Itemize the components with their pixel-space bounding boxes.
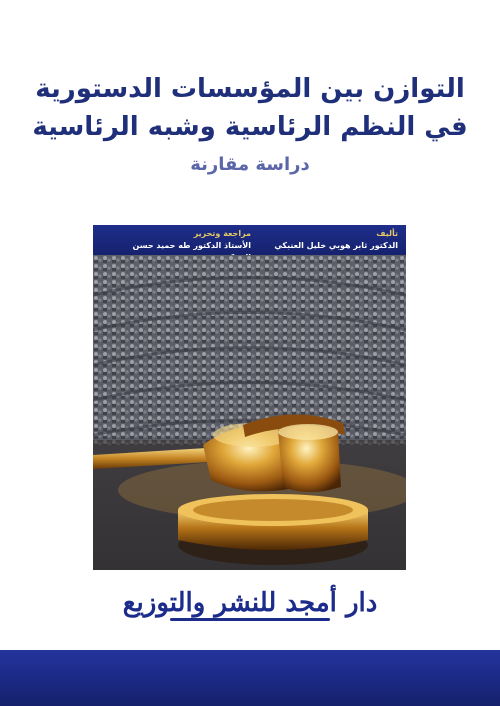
book-title-line-1: التوازن بين المؤسسات الدستورية: [35, 74, 465, 104]
author-label: تأليف: [376, 229, 398, 238]
credits-bar: [93, 225, 406, 255]
reviewer-label: مراجعة وتحرير: [193, 229, 251, 238]
cover-photo: [93, 255, 406, 570]
book-title-line-2: في النظم الرئاسية وشبه الرئاسية: [32, 112, 468, 142]
author-credit: [248, 228, 398, 252]
reviewer-name: الأستاذ الدكتور طه حميد حسن: [132, 241, 251, 250]
title-block: [0, 70, 500, 178]
author-name: الدكتور ثابر هوبي خليل العنبكي: [274, 241, 398, 250]
parliament-hall-image: [93, 255, 406, 570]
book-subtitle: دراسة مقارنة: [190, 154, 310, 175]
publisher-logo: [0, 588, 500, 621]
bottom-band: [0, 650, 500, 706]
publisher-name: دار أمجد للنشر والتوزيع: [122, 588, 378, 618]
publisher-underline: [170, 618, 330, 621]
